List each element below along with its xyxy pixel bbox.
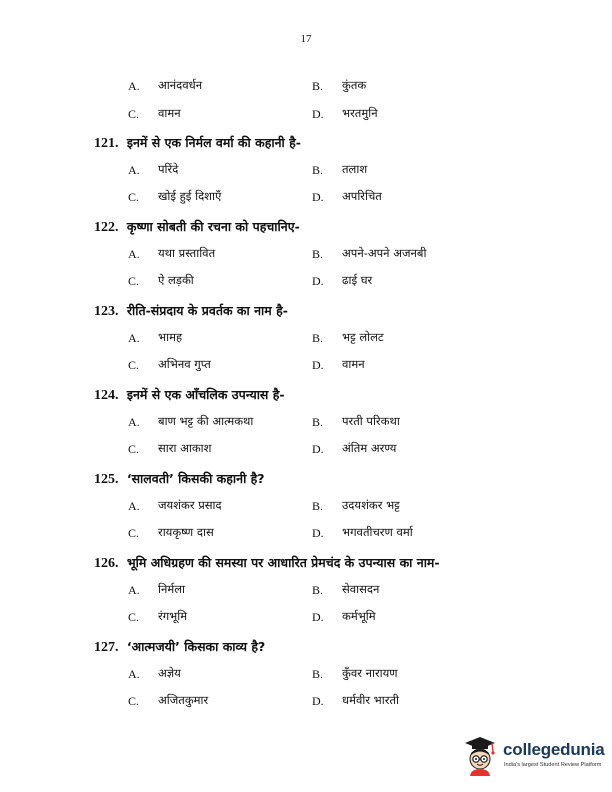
option-text: भरतमुनि	[342, 106, 378, 120]
option-text: धर्मवीर भारती	[342, 693, 399, 707]
option-text: यथा प्रस्तावित	[158, 246, 216, 260]
option-letter: B.	[312, 667, 324, 681]
question-text: भूमि अधिग्रहण की समस्या पर आधारित प्रेमचंद के उपन्यास का नाम-	[126, 555, 440, 570]
option-text: कुँवर नारायण	[342, 666, 398, 680]
option-letter: C.	[128, 694, 140, 708]
question-text: इनमें से एक आँचलिक उपन्यास है-	[126, 387, 285, 402]
question-number: 126.	[94, 556, 119, 571]
option-text: सेवासदन	[342, 582, 380, 596]
option-text: अज्ञेय	[158, 666, 181, 680]
option-text: भट्ट लोलट	[342, 330, 384, 344]
option-letter: C.	[128, 526, 140, 540]
question-stem	[94, 134, 301, 152]
option-letter: B.	[312, 163, 324, 177]
option-text: अभिनव गुप्त	[158, 357, 211, 371]
option-text: ढाई घर	[342, 273, 373, 287]
logo-tagline: India's largest Student Review Platform	[504, 762, 602, 768]
question-stem	[94, 554, 440, 572]
option-letter: A.	[128, 667, 140, 681]
option-letter: D.	[312, 358, 324, 372]
question-number: 123.	[94, 304, 119, 319]
option-text: अजितकुमार	[158, 693, 209, 707]
option-text: कर्मभूमि	[342, 609, 376, 623]
option-text: वामन	[158, 106, 181, 120]
question-text: ‘आत्मजयी’ किसका काव्य है?	[126, 639, 266, 654]
option-text: बाण भट्ट की आत्मकथा	[158, 414, 254, 428]
option-text: भगवतीचरण वर्मा	[342, 525, 413, 539]
option-letter: A.	[128, 163, 140, 177]
option-text: ऐ लड़की	[158, 273, 194, 287]
option-text: कुंतक	[342, 78, 367, 92]
option-text: तलाश	[342, 162, 368, 176]
option-letter: A.	[128, 415, 140, 429]
page-number: 17	[300, 33, 312, 45]
option-text: परती परिकथा	[342, 414, 400, 428]
option-letter: B.	[312, 499, 324, 513]
option-text: वामन	[342, 357, 365, 371]
question-number: 122.	[94, 220, 119, 235]
option-letter: B.	[312, 583, 324, 597]
option-letter: A.	[128, 499, 140, 513]
collegedunia-logo	[461, 734, 605, 776]
question-number: 125.	[94, 472, 119, 487]
question-text: इनमें से एक निर्मल वर्मा की कहानी है-	[126, 135, 301, 150]
option-text: जयशंकर प्रसाद	[158, 498, 222, 512]
option-letter: B.	[312, 247, 324, 261]
option-letter: D.	[312, 190, 324, 204]
option-text: अपने-अपने अजनबी	[342, 246, 427, 260]
option-letter: B.	[312, 79, 324, 93]
option-letter: A.	[128, 583, 140, 597]
option-letter: D.	[312, 694, 324, 708]
question-stem	[94, 638, 265, 656]
question-text: रीति-संप्रदाय के प्रवर्तक का नाम है-	[126, 303, 288, 318]
logo-wordmark: collegedunia	[503, 740, 605, 759]
option-letter: A.	[128, 247, 140, 261]
option-text: अंतिम अरण्य	[342, 441, 397, 455]
option-letter: C.	[128, 442, 140, 456]
option-letter: C.	[128, 274, 140, 288]
question-stem	[94, 470, 265, 488]
option-text: अपरिचित	[342, 189, 382, 203]
question-text: कृष्णा सोबती की रचना को पहचानिए-	[126, 219, 300, 234]
question-text: ‘सालवती’ किसकी कहानी है?	[126, 471, 265, 486]
option-text: भामह	[158, 330, 183, 344]
option-letter: A.	[128, 331, 140, 345]
option-text: उदयशंकर भट्ट	[342, 498, 400, 512]
option-text: निर्मला	[158, 582, 186, 596]
option-letter: D.	[312, 526, 324, 540]
option-letter: D.	[312, 442, 324, 456]
question-stem	[94, 386, 285, 404]
option-letter: C.	[128, 107, 140, 121]
option-text: रंगभूमि	[158, 609, 188, 623]
graduate-mascot-icon	[461, 734, 499, 776]
option-text: सारा आकाश	[158, 441, 212, 455]
option-letter: D.	[312, 610, 324, 624]
question-number: 127.	[94, 640, 119, 655]
option-text: रायकृष्ण दास	[158, 525, 214, 539]
option-text: परिंदे	[158, 162, 179, 176]
question-stem	[94, 218, 300, 236]
question-number: 121.	[94, 136, 119, 151]
option-letter: D.	[312, 274, 324, 288]
option-letter: A.	[128, 79, 140, 93]
question-number: 124.	[94, 388, 119, 403]
question-stem	[94, 302, 288, 320]
option-letter: D.	[312, 107, 324, 121]
option-letter: B.	[312, 415, 324, 429]
option-text: आनंदवर्धन	[158, 78, 203, 92]
option-letter: C.	[128, 358, 140, 372]
option-letter: C.	[128, 610, 140, 624]
option-text: खोई हुई दिशाएँ	[158, 189, 222, 203]
option-letter: C.	[128, 190, 140, 204]
option-letter: B.	[312, 331, 324, 345]
